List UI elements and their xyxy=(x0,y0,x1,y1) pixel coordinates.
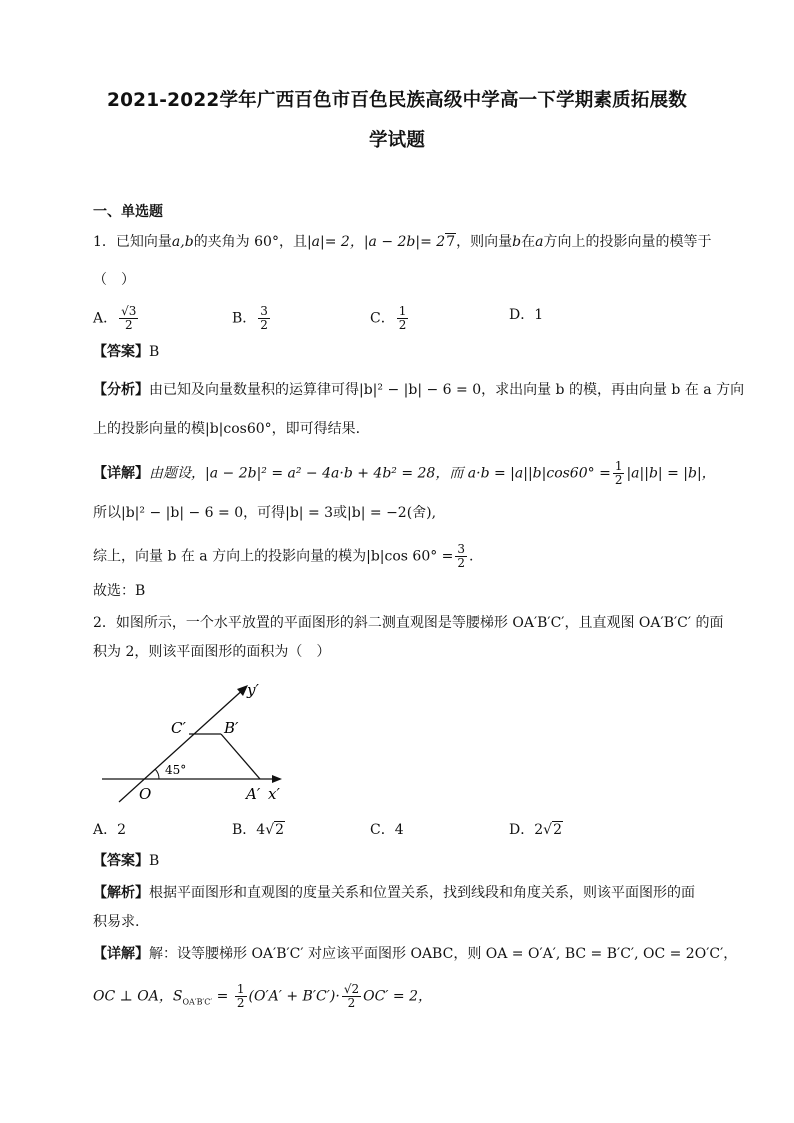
x-axis-arrow xyxy=(272,775,282,783)
q1-detail-3a: 综上，向量 b 在 a 方向上的投影向量的模为|b|cos 60° = xyxy=(93,548,454,565)
q1-option-a xyxy=(93,305,140,332)
q2-stem-2: 积为 2，则该平面图形的面积为（ ） xyxy=(93,644,331,660)
q1-option-b-frac xyxy=(258,305,270,332)
q1-analysis-1 xyxy=(93,380,744,400)
q1-choose: 故选：B xyxy=(93,583,146,599)
c-label: C′ xyxy=(171,719,186,737)
q1-option-a-num: √3 xyxy=(121,304,137,318)
x-label: x′ xyxy=(268,785,280,803)
q2-option-d: D．2√2 xyxy=(509,822,562,838)
o-label: O xyxy=(139,785,152,803)
q1-analysis-2: 上的投影向量的模|b|cos60°，即可得结果. xyxy=(93,421,361,437)
q1-analysis-text-1: 由已知及向量数量积的运算律可得|b|² − |b| − 6 = 0，求出向量 b 的模，再由向量 b 在 a 方向 xyxy=(149,382,745,398)
q2-detail-2-num2: √2 xyxy=(343,982,360,996)
q2-answer xyxy=(93,851,159,871)
title-line-2: 学试题 xyxy=(368,130,426,151)
q1-option-a-den: 2 xyxy=(124,318,133,332)
q1-option-c xyxy=(370,305,410,332)
q2-option-d-label: D．2 xyxy=(509,822,544,838)
q2-detail-text-1: 解：设等腰梯形 OA′B′C′ 对应该平面图形 OABC，则 OA = O′A′, BC = B′C′, OC = 2O′C′， xyxy=(149,946,738,962)
q1-detail-1-frac xyxy=(613,460,625,487)
q1-stem-h: 方向上的投影向量的模等于 xyxy=(543,234,712,250)
q1-answer-tag: 【答案】 xyxy=(93,344,149,360)
segment-ba xyxy=(221,734,260,779)
q1-detail-tag: 【详解】 xyxy=(93,465,149,482)
q1-option-c-label: C． xyxy=(370,310,395,327)
q1-option-b-label: B． xyxy=(232,310,257,327)
q2-detail-1 xyxy=(93,944,737,964)
q1-detail-1a: 由题设，|a − 2b|² = a² − 4a·b + 4b² = 28，而 a·b = |a||b|cos60° = xyxy=(149,465,611,482)
q1-vars: a,b xyxy=(171,234,194,250)
q1-option-b-num: 3 xyxy=(260,304,268,318)
q1-detail-1-num: 1 xyxy=(614,459,623,473)
q2-detail-2b: = xyxy=(212,988,233,1005)
q1-detail-3 xyxy=(93,543,474,570)
q1-stem-c: a|= 2，|a − 2b|= 2 xyxy=(311,234,446,250)
q2-detail-2-den1: 2 xyxy=(236,996,245,1010)
q1-stem-g: a xyxy=(535,234,544,250)
angle-label: 45° xyxy=(165,763,187,777)
q1-option-d: D．1 xyxy=(509,307,544,323)
q1-sqrt7: 7 xyxy=(446,234,456,250)
q1-detail-3-frac xyxy=(455,543,467,570)
q1-answer-value: B xyxy=(149,344,160,360)
q1-detail-1 xyxy=(93,460,716,487)
q2-detail-2d: OC′ = 2， xyxy=(363,988,433,1005)
y-label: y′ xyxy=(247,681,259,699)
q2-detail-2-den2: 2 xyxy=(347,996,356,1010)
q2-option-b: B．4√2 xyxy=(232,822,285,838)
q1-detail-2: 所以|b|² − |b| − 6 = 0，可得|b| = 3或|b| = −2(舍), xyxy=(93,505,437,521)
q1-paren: （ ） xyxy=(93,272,135,288)
q1-analysis-tag: 【分析】 xyxy=(93,382,149,398)
q2-option-d-rad: 2 xyxy=(553,822,562,838)
q1-option-b xyxy=(232,305,272,332)
q1-option-c-num: 1 xyxy=(398,304,407,318)
q2-analysis-2: 积易求. xyxy=(93,914,140,930)
q1-detail-3-den: 2 xyxy=(457,556,466,570)
q1-detail-3b: . xyxy=(469,548,474,565)
angle-arc xyxy=(155,769,159,779)
q1-detail-1b: |a||b| = |b|， xyxy=(626,465,716,482)
q2-option-c: C．4 xyxy=(370,822,404,838)
q1-detail-1-den: 2 xyxy=(614,473,623,487)
q1-option-c-frac xyxy=(397,305,409,332)
q1-stem xyxy=(93,232,711,252)
q2-detail-tag: 【详解】 xyxy=(93,946,149,962)
q1-option-c-den: 2 xyxy=(398,318,407,332)
q2-option-a: A．2 xyxy=(93,822,127,838)
q1-stem-a: 1．已知向量 xyxy=(93,234,172,250)
q1-option-b-den: 2 xyxy=(260,318,268,332)
q1-stem-f: 在 xyxy=(521,234,536,250)
q2-option-b-label: B．4 xyxy=(232,822,266,838)
q2-answer-value: B xyxy=(149,853,160,869)
q1-option-a-frac xyxy=(119,305,138,332)
q2-option-b-rad: 2 xyxy=(275,822,285,838)
q2-detail-2 xyxy=(93,983,432,1012)
b-label: B′ xyxy=(224,719,239,737)
q2-detail-2-sub: OA′B′C′ xyxy=(182,997,213,1007)
q2-detail-2a: OC ⊥ OA，S xyxy=(93,988,183,1005)
q1-detail-3-num: 3 xyxy=(457,542,466,556)
q2-detail-2-frac1 xyxy=(235,983,247,1010)
q2-detail-2c: (O′A′ + B′C′)· xyxy=(248,988,340,1005)
q2-stem-1: 2．如图所示，一个水平放置的平面图形的斜二测直观图是等腰梯形 OA′B′C′，且直观图 OA′B′C′ 的面 xyxy=(93,615,724,631)
q2-analysis-1 xyxy=(93,883,695,903)
q1-stem-d: ，则向量 xyxy=(456,234,513,250)
q1-option-a-label: A． xyxy=(93,310,118,327)
q2-answer-tag: 【答案】 xyxy=(93,853,149,869)
q1-stem-b: 的夹角为 60°，且| xyxy=(193,234,312,250)
q1-stem-e: b xyxy=(512,234,522,250)
q2-analysis-tag: 【解析】 xyxy=(93,885,149,901)
q2-figure xyxy=(95,675,300,810)
q2-analysis-text-1: 根据平面图形和直观图的度量关系和位置关系，找到线段和角度关系，则该平面图形的面 xyxy=(149,885,695,901)
title-line-1: 2021-2022学年广西百色市百色民族高级中学高一下学期素质拓展数 xyxy=(107,90,687,111)
section-heading: 一、单选题 xyxy=(93,204,163,220)
q1-answer xyxy=(93,342,159,362)
q2-detail-2-frac2 xyxy=(342,983,361,1010)
a-label: A′ xyxy=(246,785,261,803)
q2-detail-2-num1: 1 xyxy=(236,982,245,996)
